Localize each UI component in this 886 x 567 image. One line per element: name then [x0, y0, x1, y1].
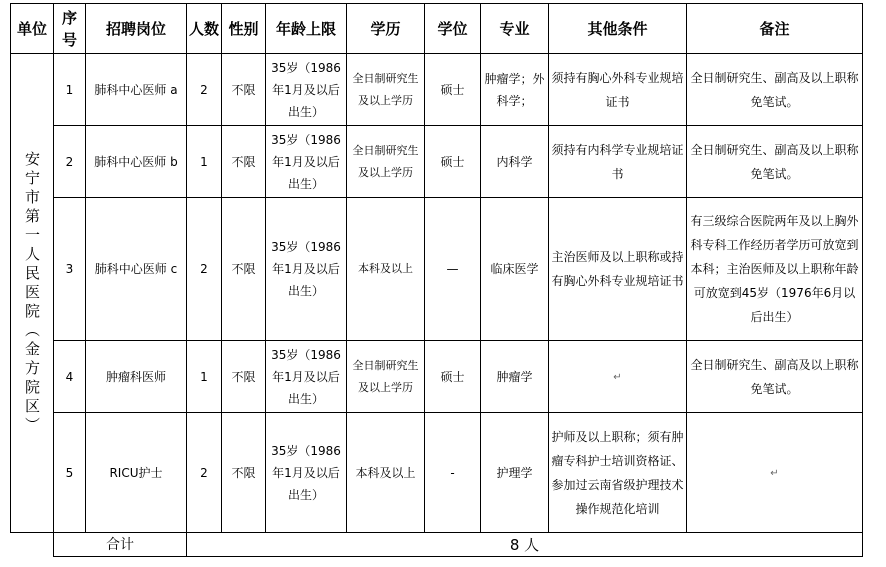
position-cell: 肺科中心医师 a — [86, 54, 187, 126]
header-gender: 性别 — [222, 4, 266, 54]
seq-cell: 3 — [54, 198, 86, 341]
total-value: 8 人 — [187, 533, 863, 557]
degree-cell: 硕士 — [425, 54, 481, 126]
total-row — [11, 533, 863, 557]
count-cell: 2 — [187, 198, 222, 341]
education-cell: 全日制研究生及以上学历 — [347, 126, 425, 198]
other-cell: 护师及以上职称；须有肿瘤专科护士培训资格证、参加过云南省级护理技术操作规范化培训 — [549, 413, 687, 533]
degree-cell: - — [425, 413, 481, 533]
header-age: 年龄上限 — [266, 4, 347, 54]
age-cell: 35岁（1986年1月及以后出生） — [266, 198, 347, 341]
header-education: 学历 — [347, 4, 425, 54]
gender-cell: 不限 — [222, 198, 266, 341]
education-cell: 本科及以上 — [347, 413, 425, 533]
count-cell: 2 — [187, 413, 222, 533]
major-cell: 内科学 — [481, 126, 549, 198]
total-label: 合计 — [54, 533, 187, 557]
education-cell: 本科及以上 — [347, 198, 425, 341]
paragraph-mark: ↵ — [613, 371, 622, 383]
gender-cell: 不限 — [222, 341, 266, 413]
header-remark: 备注 — [687, 4, 863, 54]
header-row — [11, 4, 863, 54]
header-degree: 学位 — [425, 4, 481, 54]
major-cell: 护理学 — [481, 413, 549, 533]
table-row — [11, 198, 863, 341]
remark-cell — [687, 413, 863, 533]
education-cell: 全日制研究生及以上学历 — [347, 54, 425, 126]
gender-cell: 不限 — [222, 126, 266, 198]
count-cell: 2 — [187, 54, 222, 126]
position-cell: 肺科中心医师 c — [86, 198, 187, 341]
seq-cell: 4 — [54, 341, 86, 413]
age-cell: 35岁（1986年1月及以后出生） — [266, 54, 347, 126]
education-cell: 全日制研究生及以上学历 — [347, 341, 425, 413]
degree-cell: 硕士 — [425, 341, 481, 413]
degree-cell: 硕士 — [425, 126, 481, 198]
paragraph-mark: ↵ — [770, 467, 779, 479]
major-cell: 肿瘤学；外科学； — [481, 54, 549, 126]
table-row — [11, 341, 863, 413]
table-row — [11, 54, 863, 126]
header-seq: 序号 — [54, 4, 86, 54]
gender-cell: 不限 — [222, 413, 266, 533]
remark-cell: 全日制研究生、副高及以上职称免笔试。 — [687, 126, 863, 198]
count-cell: 1 — [187, 341, 222, 413]
header-count: 人数 — [187, 4, 222, 54]
seq-cell: 2 — [54, 126, 86, 198]
position-cell: 肺科中心医师 b — [86, 126, 187, 198]
age-cell: 35岁（1986年1月及以后出生） — [266, 413, 347, 533]
unit-cell — [11, 54, 54, 533]
position-cell: 肿瘤科医师 — [86, 341, 187, 413]
header-major: 专业 — [481, 4, 549, 54]
other-cell: 须持有胸心外科专业规培证书 — [549, 54, 687, 126]
major-cell: 临床医学 — [481, 198, 549, 341]
header-unit: 单位 — [11, 4, 54, 54]
remark-cell: 全日制研究生、副高及以上职称免笔试。 — [687, 54, 863, 126]
degree-cell: — — [425, 198, 481, 341]
gender-cell: 不限 — [222, 54, 266, 126]
major-cell: 肿瘤学 — [481, 341, 549, 413]
remark-cell: 全日制研究生、副高及以上职称免笔试。 — [687, 341, 863, 413]
recruitment-table — [10, 3, 863, 557]
count-cell: 1 — [187, 126, 222, 198]
age-cell: 35岁（1986年1月及以后出生） — [266, 126, 347, 198]
seq-cell: 5 — [54, 413, 86, 533]
seq-cell: 1 — [54, 54, 86, 126]
header-other: 其他条件 — [549, 4, 687, 54]
table-row — [11, 413, 863, 533]
other-cell: 须持有内科学专业规培证书 — [549, 126, 687, 198]
table-row — [11, 126, 863, 198]
age-cell: 35岁（1986年1月及以后出生） — [266, 341, 347, 413]
unit-name: 安宁市第一人民医院（金方院区） — [23, 150, 41, 436]
position-cell: RICU护士 — [86, 413, 187, 533]
other-cell: 主治医师及以上职称或持有胸心外科专业规培证书 — [549, 198, 687, 341]
remark-cell: 有三级综合医院两年及以上胸外科专科工作经历者学历可放宽到本科；主治医师及以上职称年龄可放宽到45岁（1976年6月以后出生） — [687, 198, 863, 341]
header-position: 招聘岗位 — [86, 4, 187, 54]
other-cell — [549, 341, 687, 413]
